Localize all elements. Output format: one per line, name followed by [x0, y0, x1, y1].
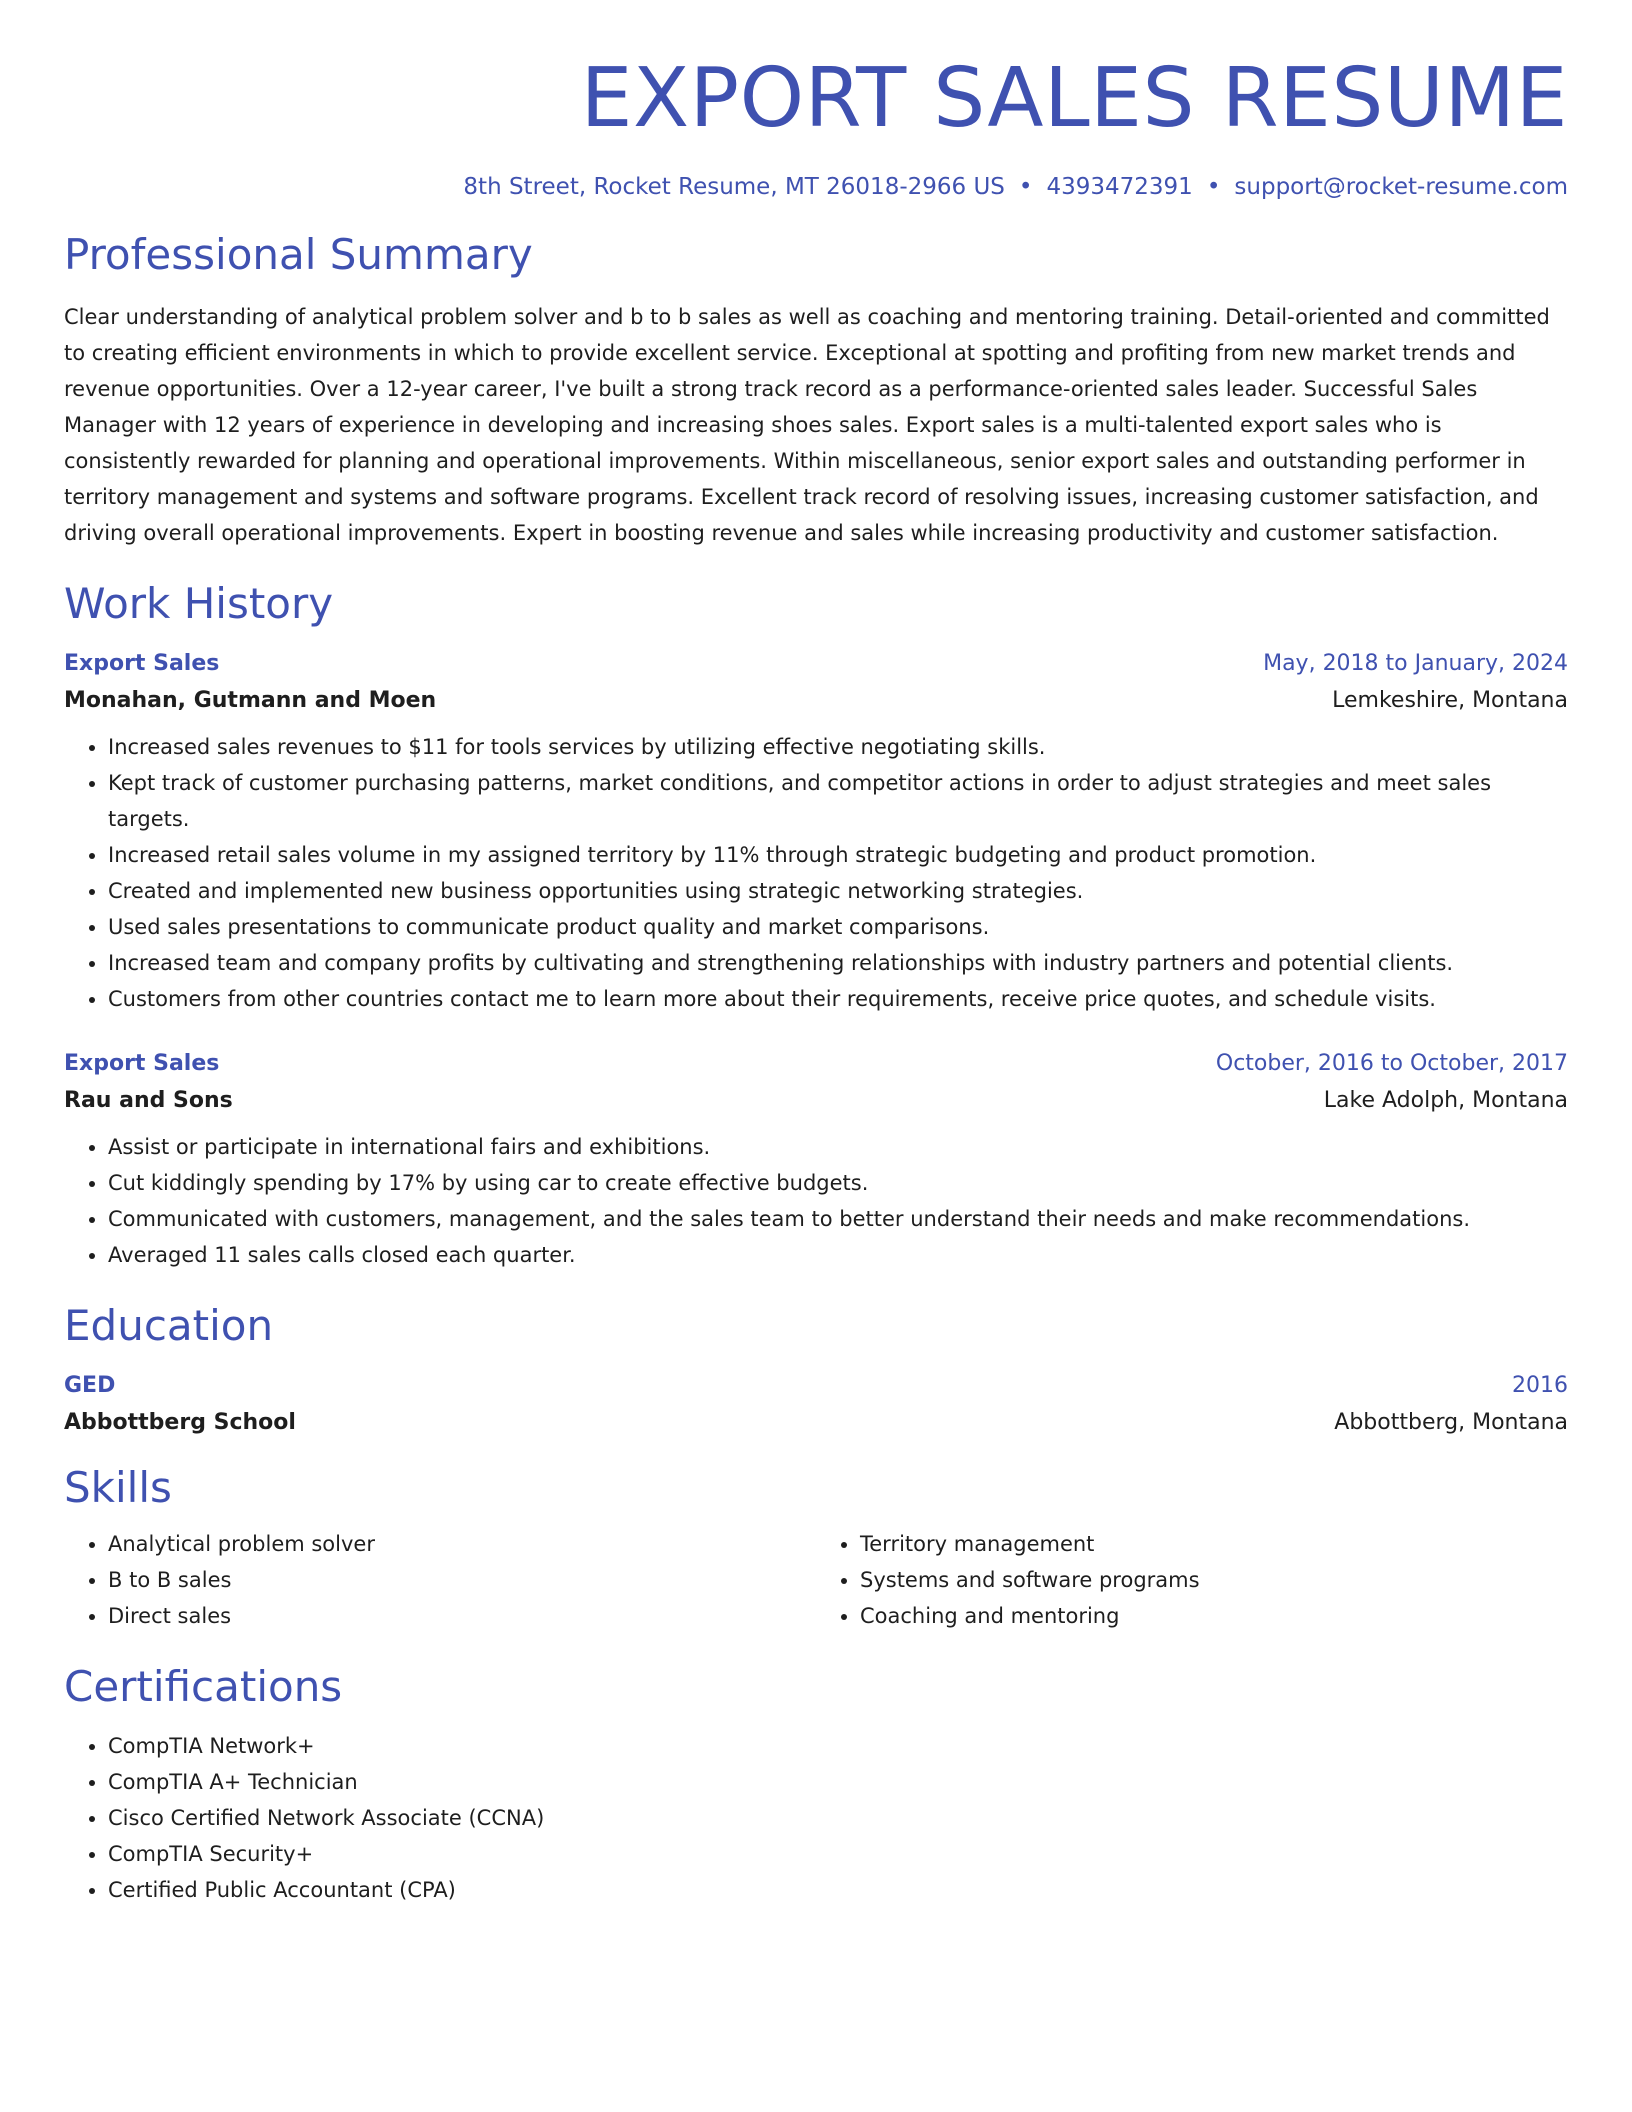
job-location: Lemkeshire, Montana [1332, 688, 1568, 714]
certification-item: • CompTIA Network+ [108, 1728, 1568, 1764]
job-location: Lake Adolph, Montana [1323, 1088, 1568, 1114]
job-bullet: • Increased retail sales volume in my assigned territory by 11% through strategic budgeting and product promotion. [108, 837, 1568, 873]
skill-item: • Analytical problem solver [108, 1526, 816, 1562]
education-location: Abbottberg, Montana [1334, 1410, 1568, 1436]
job-company: Monahan, Gutmann and Moen [64, 688, 437, 714]
skills-heading: Skills [64, 1463, 172, 1513]
contact-phone: 4393472391 [1046, 174, 1193, 201]
job-dates: May, 2018 to January, 2024 [1263, 651, 1568, 677]
education-entry [64, 1373, 1568, 1435]
contact-separator: • [1018, 174, 1033, 201]
contact-separator: • [1206, 174, 1221, 201]
job-company: Rau and Sons [64, 1088, 233, 1114]
contact-email: support@rocket-resume.com [1234, 174, 1568, 201]
job-bullet: • Assist or participate in international fairs and exhibitions. [108, 1129, 1568, 1165]
job-title: Export Sales [64, 651, 220, 677]
certifications-heading: Certifications [64, 1661, 343, 1711]
contact-line [64, 174, 1568, 200]
education-degree: GED [64, 1373, 116, 1399]
certification-item: • Certified Public Accountant (CPA) [108, 1872, 1568, 1908]
job-bullet: • Customers from other countries contact me to learn more about their requirements, receive price quotes, and schedule visits. [108, 981, 1568, 1017]
education-section [64, 1301, 1568, 1435]
education-year: 2016 [1512, 1373, 1568, 1399]
work-history-heading: Work History [64, 578, 334, 628]
skills-section [64, 1463, 1568, 1633]
job-bullets [64, 1129, 1568, 1273]
skill-item: • B to B sales [108, 1562, 816, 1598]
job-bullets [64, 729, 1568, 1017]
certifications-section [64, 1662, 1568, 1908]
certifications-list [64, 1728, 1568, 1908]
summary-text: Clear understanding of analytical problem solver and b to b sales as well as coaching and mentoring training. Detail-oriented and committed to creating efficient environments in which to provide excellent service. Exceptional at spotting and profiting from new market trends and revenue opportunities. Over a 12-year career, I've built a strong track record as a performance-oriented sales leader. Successful Sales Manager with 12 years of experience in developing and increasing shoes sales. Export sales is a multi-talented export sales who is consistently rewarded for planning and operational improvements. Within miscellaneous, senior export sales and outstanding performer in territory management and systems and software programs. Excellent track record of resolving issues, increasing customer satisfaction, and driving overall operational improvements. Expert in boosting revenue and sales while increasing productivity and customer satisfaction. [64, 304, 1550, 545]
job-dates: October, 2016 to October, 2017 [1215, 1051, 1568, 1077]
job-entry [64, 1051, 1568, 1273]
job-bullet: • Communicated with customers, management, and the sales team to better understand their needs and make recommendations. [108, 1201, 1568, 1237]
contact-address: 8th Street, Rocket Resume, MT 26018-2966 US [463, 174, 1005, 201]
job-bullet: • Kept track of customer purchasing patterns, market conditions, and competitor actions in order to adjust strategies and meet sales targets. [108, 765, 1568, 837]
skills-right-list [816, 1526, 1568, 1634]
skill-item: • Territory management [860, 1526, 1568, 1562]
job-bullet: • Created and implemented new business opportunities using strategic networking strategies. [108, 873, 1568, 909]
skills-columns [64, 1526, 1568, 1634]
job-bullet: • Averaged 11 sales calls closed each quarter. [108, 1237, 1568, 1273]
job-bullet: • Increased team and company profits by cultivating and strengthening relationships with industry partners and potential clients. [108, 945, 1568, 981]
education-school: Abbottberg School [64, 1410, 296, 1436]
skill-item: • Direct sales [108, 1598, 816, 1634]
education-heading: Education [64, 1301, 274, 1351]
skill-item: • Coaching and mentoring [860, 1598, 1568, 1634]
skills-left-list [64, 1526, 816, 1634]
certification-item: • CompTIA A+ Technician [108, 1764, 1568, 1800]
summary-section [64, 230, 1568, 550]
certification-item: • CompTIA Security+ [108, 1836, 1568, 1872]
job-entry [64, 651, 1568, 1017]
job-title: Export Sales [64, 1051, 220, 1077]
summary-heading: Professional Summary [64, 230, 533, 280]
job-bullet: • Increased sales revenues to $11 for tools services by utilizing effective negotiating skills. [108, 729, 1568, 765]
work-history-section [64, 579, 1568, 1273]
skill-item: • Systems and software programs [860, 1562, 1568, 1598]
certification-item: • Cisco Certified Network Associate (CCNA) [108, 1800, 1568, 1836]
resume-title: EXPORT SALES RESUME [580, 51, 1568, 146]
job-bullet: • Used sales presentations to communicate product quality and market comparisons. [108, 909, 1568, 945]
job-bullet: • Cut kiddingly spending by 17% by using car to create effective budgets. [108, 1165, 1568, 1201]
